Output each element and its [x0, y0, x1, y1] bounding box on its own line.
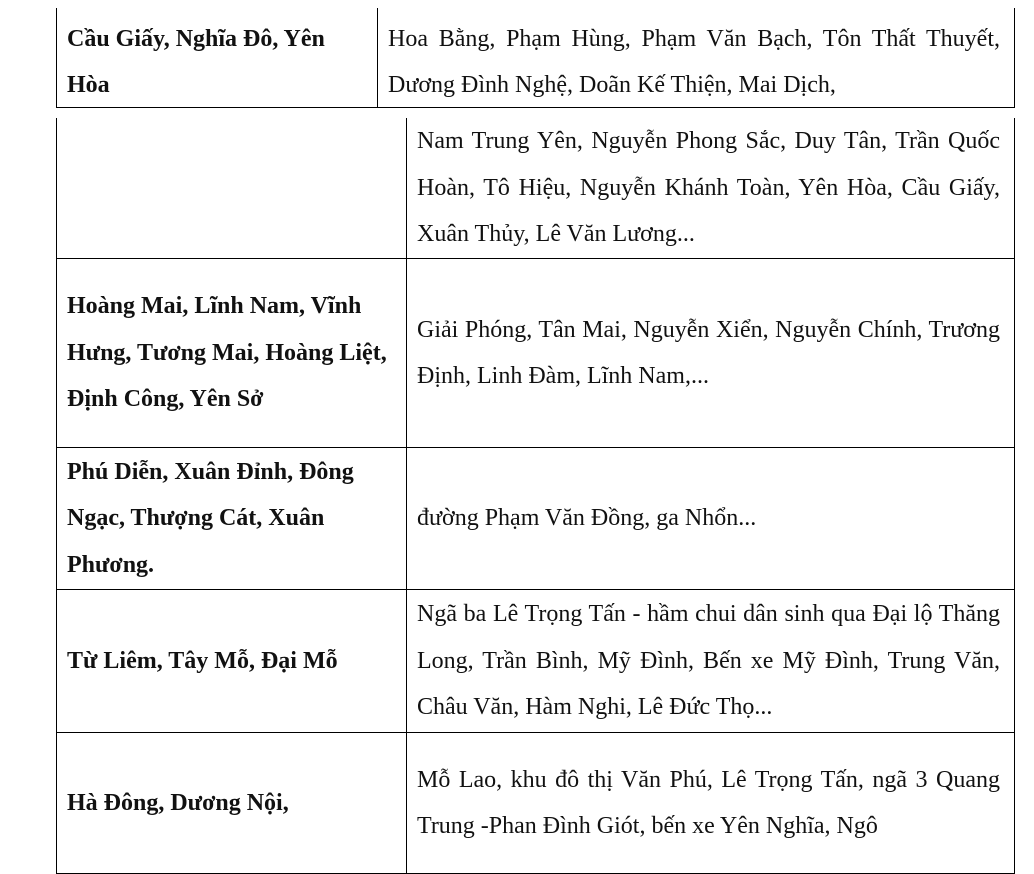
streets-text: Giải Phóng, Tân Mai, Nguyễn Xiển, Nguyễn Chính, Trương Định, Linh Đàm, Lĩnh Nam,... [417, 316, 1000, 389]
streets-text: Hoa Bằng, Phạm Hùng, Phạm Văn Bạch, Tôn Thất Thuyết, Dương Đình Nghệ, Doãn Kế Thiện, Mai Dịch, [388, 26, 1000, 98]
area-cell [57, 733, 407, 874]
area-cell [57, 448, 407, 590]
area-text: Cầu Giấy, Nghĩa Đô, Yên Hòa [67, 26, 325, 98]
table-row [57, 733, 1015, 874]
streets-cell [407, 259, 1015, 448]
area-cell [57, 118, 407, 259]
table-row [57, 118, 1015, 259]
area-cell [57, 590, 407, 733]
streets-text: Ngã ba Lê Trọng Tấn - hầm chui dân sinh qua Đại lộ Thăng Long, Trần Bình, Mỹ Đình, Bến xe Mỹ Đình, Trung Văn, Châu Văn, Hàm Nghi, Lê Đức Thọ... [417, 601, 1000, 721]
streets-cell [407, 448, 1015, 590]
streets-text: Mỗ Lao, khu đô thị Văn Phú, Lê Trọng Tấn, ngã 3 Quang Trung -Phan Đình Giót, bến xe Yên Nghĩa, Ngô [417, 766, 1000, 839]
streets-text: Nam Trung Yên, Nguyễn Phong Sắc, Duy Tân, Trần Quốc Hoàn, Tô Hiệu, Nguyễn Khánh Toàn, Yên Hòa, Cầu Giấy, Xuân Thủy, Lê Văn Lương... [417, 128, 1000, 248]
table-fragment-top [56, 8, 1015, 108]
table-row [57, 259, 1015, 448]
table-row [57, 590, 1015, 733]
table-fragment-main [56, 118, 1015, 839]
area-text: Từ Liêm, Tây Mỗ, Đại Mỗ [67, 647, 338, 674]
area-cell [57, 8, 378, 108]
streets-cell [378, 8, 1014, 108]
area-text: Hà Đông, Dương Nội, [67, 789, 289, 816]
table-row [57, 448, 1015, 590]
area-cell [57, 259, 407, 448]
streets-cell [407, 118, 1015, 259]
area-text: Phú Diễn, Xuân Đỉnh, Đông Ngạc, Thượng Cát, Xuân Phương. [67, 458, 354, 578]
flood-streets-table [56, 118, 1015, 874]
streets-cell [407, 733, 1015, 874]
streets-cell [407, 590, 1015, 733]
area-text: Hoàng Mai, Lĩnh Nam, Vĩnh Hưng, Tương Mai, Hoàng Liệt, Định Công, Yên Sở [67, 293, 387, 413]
streets-text: đường Phạm Văn Đồng, ga Nhổn... [417, 505, 757, 532]
